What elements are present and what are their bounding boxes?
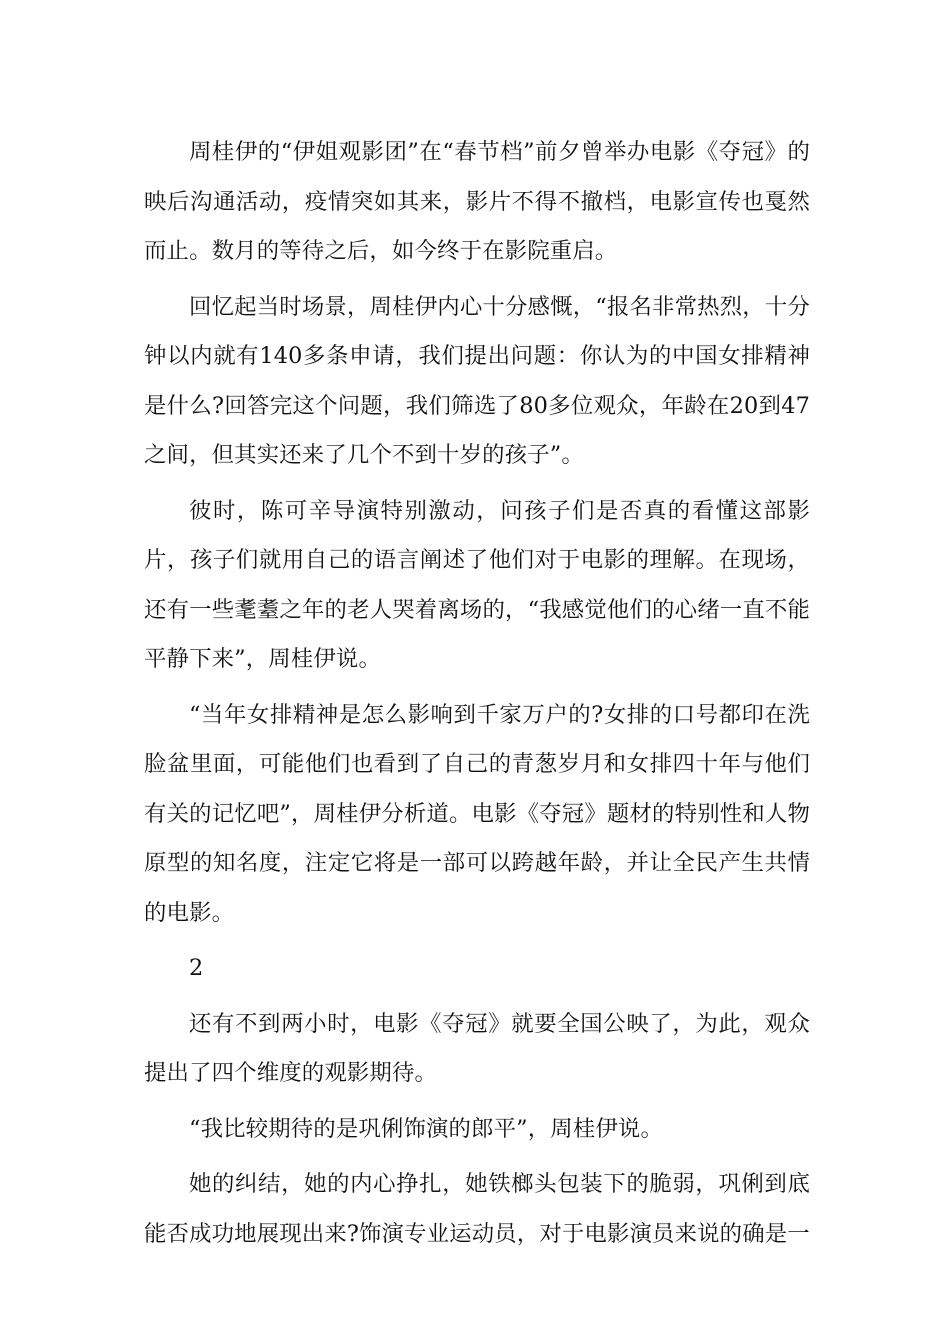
paragraph-3: 彼时，陈可辛导演特别激动，问孩子们是否真的看懂这部影片，孩子们就用自己的语言阐述了他们对于电影的理解。在现场，还有一些耄耋之年的老人哭着离场的，“我感觉他们的心绪一直不能平静下来”，周桂伊说。 bbox=[144, 497, 810, 672]
section-number: 2 bbox=[189, 955, 204, 981]
paragraph-6: “我比较期待的是巩俐饰演的郎平”，周桂伊说。 bbox=[189, 1115, 664, 1142]
document-body bbox=[144, 128, 810, 1265]
paragraph-5: 还有不到两小时，电影《夺冠》就要全国公映了，为此，观众提出了四个维度的观影期待。 bbox=[144, 1010, 810, 1086]
paragraph-4: “当年女排精神是怎么影响到千家万户的?女排的口号都印在洗脸盆里面，可能他们也看到了自己的青葱岁月和女排四十年与他们有关的记忆吧”，周桂伊分析道。电影《夺冠》题材的特别性和人物原型的知名度，注定它将是一部可以跨越年龄，并让全民产生共情的电影。 bbox=[144, 701, 810, 926]
paragraph-1: 周桂伊的“伊姐观影团”在“春节档”前夕曾举办电影《夺冠》的映后沟通活动，疫情突如其来，影片不得不撤档，电影宣传也戛然而止。数月的等待之后，如今终于在影院重启。 bbox=[144, 139, 810, 264]
paragraph-7: 她的纠结，她的内心挣扎，她铁榔头包装下的脆弱，巩俐到底能否成功地展现出来?饰演专业运动员，对于电影演员来说的确是一 bbox=[144, 1171, 810, 1247]
paragraph-2: 回忆起当时场景，周桂伊内心十分感慨，“报名非常热烈，十分钟以内就有140多条申请，我们提出问题：你认为的中国女排精神是什么?回答完这个问题，我们筛选了80多位观众，年龄在20到47之间，但其实还来了几个不到十岁的孩子”。 bbox=[144, 293, 810, 468]
